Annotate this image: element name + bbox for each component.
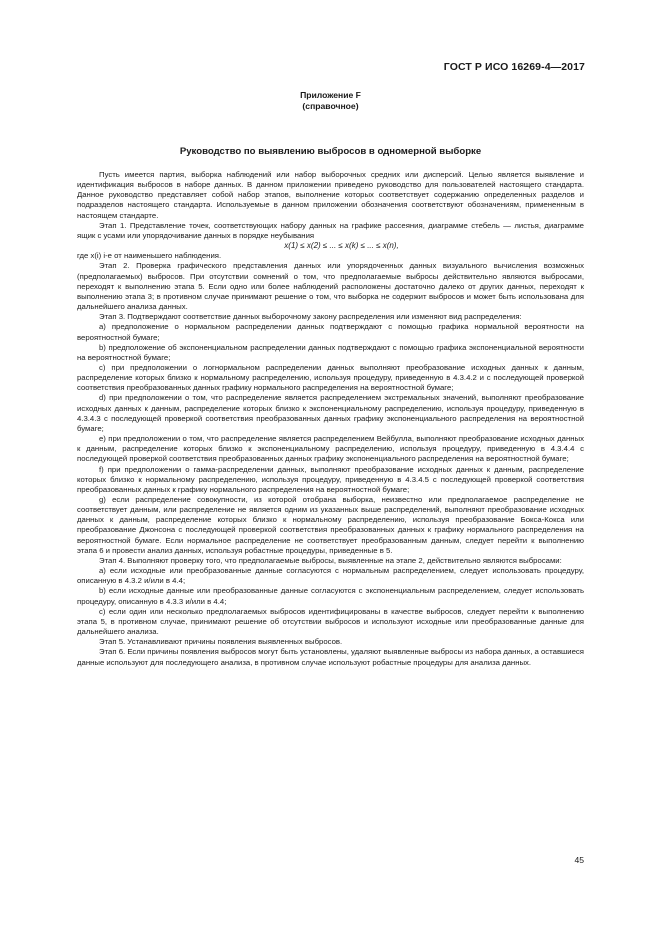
paragraph-step-2: Этап 2. Проверка графического представления данных или упорядоченных данных визуального вычисления возможных (предполагаемых) выбросов. При отсутствии сомнений о том, что предполагаемые выбросы действительно являются выбросами, переходят к выполнению этапа 5. Если одно или более наблюдений расположены достаточно далеко от других данных, переходят к выполнению этапа 3; в противном случае принимают решение о том, что выборка не содержит выбросов и может быть использована для дальнейшего анализа данных. (77, 261, 584, 312)
list-item-step3-d: d) при предположении о том, что распределение является распределением экстремальных значений, выполняют преобразование исходных данных к данным, распределение которых близко к экспоненциальному распределению, используя процедуру, приведенную в 4.3.4.3 с последующей проверкой соответствия преобразованных данных графику экспоненциального распределения на вероятностной бумаге; (77, 393, 584, 433)
list-item-step3-c: с) при предположении о логнормальном распределении данных выполняют преобразование исходных данных к данным, распределение которых близко к нормальному распределению, используя процедуру, приведенную в 4.3.4.2 и с последующей проверкой соответствия преобразованных данных графику нормального распределения на вероятностной бумаге; (77, 362, 584, 393)
paragraph-step-3: Этап 3. Подтверждают соответствие данных выборочному закону распределения или изменяют вид распределения: (99, 312, 522, 322)
appendix-title: Приложение F (300, 90, 361, 100)
paragraph-formula-note: где x(i) i-е от наименьшего наблюдения. (77, 251, 222, 261)
appendix-subtitle: (справочное) (302, 101, 359, 111)
paragraph-step-6: Этап 6. Если причины появления выбросов могут быть установлены, удаляют выявленные выбросы из набора данных, а оставшиеся данные используют для последующего анализа, в противном случае используют робастные процедуры для анализа данных. (77, 647, 584, 667)
paragraph-step-1: Этап 1. Представление точек, соответствующих набору данных на графике рассеяния, диаграмме стебель — листья, диаграмме ящик с усами или упорядочивание данных в порядке неубывания (77, 220, 584, 240)
appendix-heading (0, 90, 661, 112)
list-item-step3-e: е) при предположении о том, что распределение является распределением Вейбулла, выполняют преобразование исходных данных к данным, распределение которых близко к экспоненциальному распределению, используя процедуру, приведенную в 4.3.4.4 с последующей проверкой соответствия преобразованных данных графику экспоненциального распределения на вероятностной бумаге; (77, 434, 584, 464)
paragraph-step-4: Этап 4. Выполняют проверку того, что предполагаемые выбросы, выявленные на этапе 2, действительно являются выбросами: (99, 555, 562, 565)
list-item-step3-a: а) предположение о нормальном распределении данных подтверждают с помощью графика нормальной вероятности на вероятностной бумаге; (77, 322, 584, 342)
paragraph-intro: Пусть имеется партия, выборка наблюдений или набор выборочных средних или дисперсий. Целью является выявление и идентификация выбросов в наборе данных. В данном приложении приведено руководство для пользователей настоящего стандарта. Данное руководство представляет собой набор этапов, выполнение которых соответствует содержанию определенных разделов и подразделов настоящего стандарта. Используемые в данном приложении обозначения соответствуют обозначениям, примененным в настоящем стандарте. (77, 170, 584, 220)
list-item-step4-a: а) если исходные или преобразованные данные согласуются с нормальным распределением, следует использовать процедуру, описанную в 4.3.2 и/или в 4.4; (77, 566, 584, 586)
paragraph-step-5: Этап 5. Устанавливают причины появления выявленных выбросов. (99, 637, 343, 647)
list-item-step3-b: b) предположение об экспоненциальном распределении данных подтверждают с помощью графика экспоненциальной вероятности на вероятностной бумаге; (77, 342, 584, 362)
list-item-step4-b: b) если исходные данные или преобразованные данные согласуются с экспоненциальным распределением, следует использовать процедуру, описанную в 4.3.3 и/или в 4.4; (77, 586, 584, 606)
list-item-step4-c: с) если один или несколько предполагаемых выбросов идентифицированы в качестве выбросов, следует перейти к выполнению этапа 5, в противном случае, принимают решение об отсутствии выбросов и используют исходные или преобразованные данные для дальнейшего анализа. (77, 606, 584, 637)
ordering-formula: x(1) ≤ x(2) ≤ ... ≤ x(k) ≤ ... ≤ x(n), (284, 241, 399, 251)
section-title: Руководство по выявлению выбросов в одномерной выборке (179, 146, 482, 157)
list-item-step3-g: g) если распределение совокупности, из которой отобрана выборка, неизвестно или предполагаемое распределение не соответствует данным, или распределение не является одним из указанных выше распределений, выполняют преобразование исходных данных к данным, распределение которых близко к нормальному распределению, используя преобразование Бокса-Кокса или преобразование Джонсона с последующей проверкой соответствия преобразованных данных к графику нормального распределения на вероятностной бумаге. Если нормальное распределение не соответствует преобразованным данным, следует перейти к выполнению этапа 6 и провести анализ данных, используя робастные процедуры, приведенные в 5. (77, 495, 584, 555)
body-text (77, 170, 584, 668)
list-item-step3-f: f) при предположении о гамма-распределении данных, выполняют преобразование исходных данных к данным, распределение которых близко к нормальному распределению, используя процедуру, приведенную в 4.3.4.5 с последующей проверкой соответствия преобразованных данных к графику нормального распределения на вероятностной бумаге; (77, 464, 584, 494)
standard-header: ГОСТ Р ИСО 16269-4—2017 (443, 61, 585, 73)
page-number: 45 (574, 855, 584, 865)
